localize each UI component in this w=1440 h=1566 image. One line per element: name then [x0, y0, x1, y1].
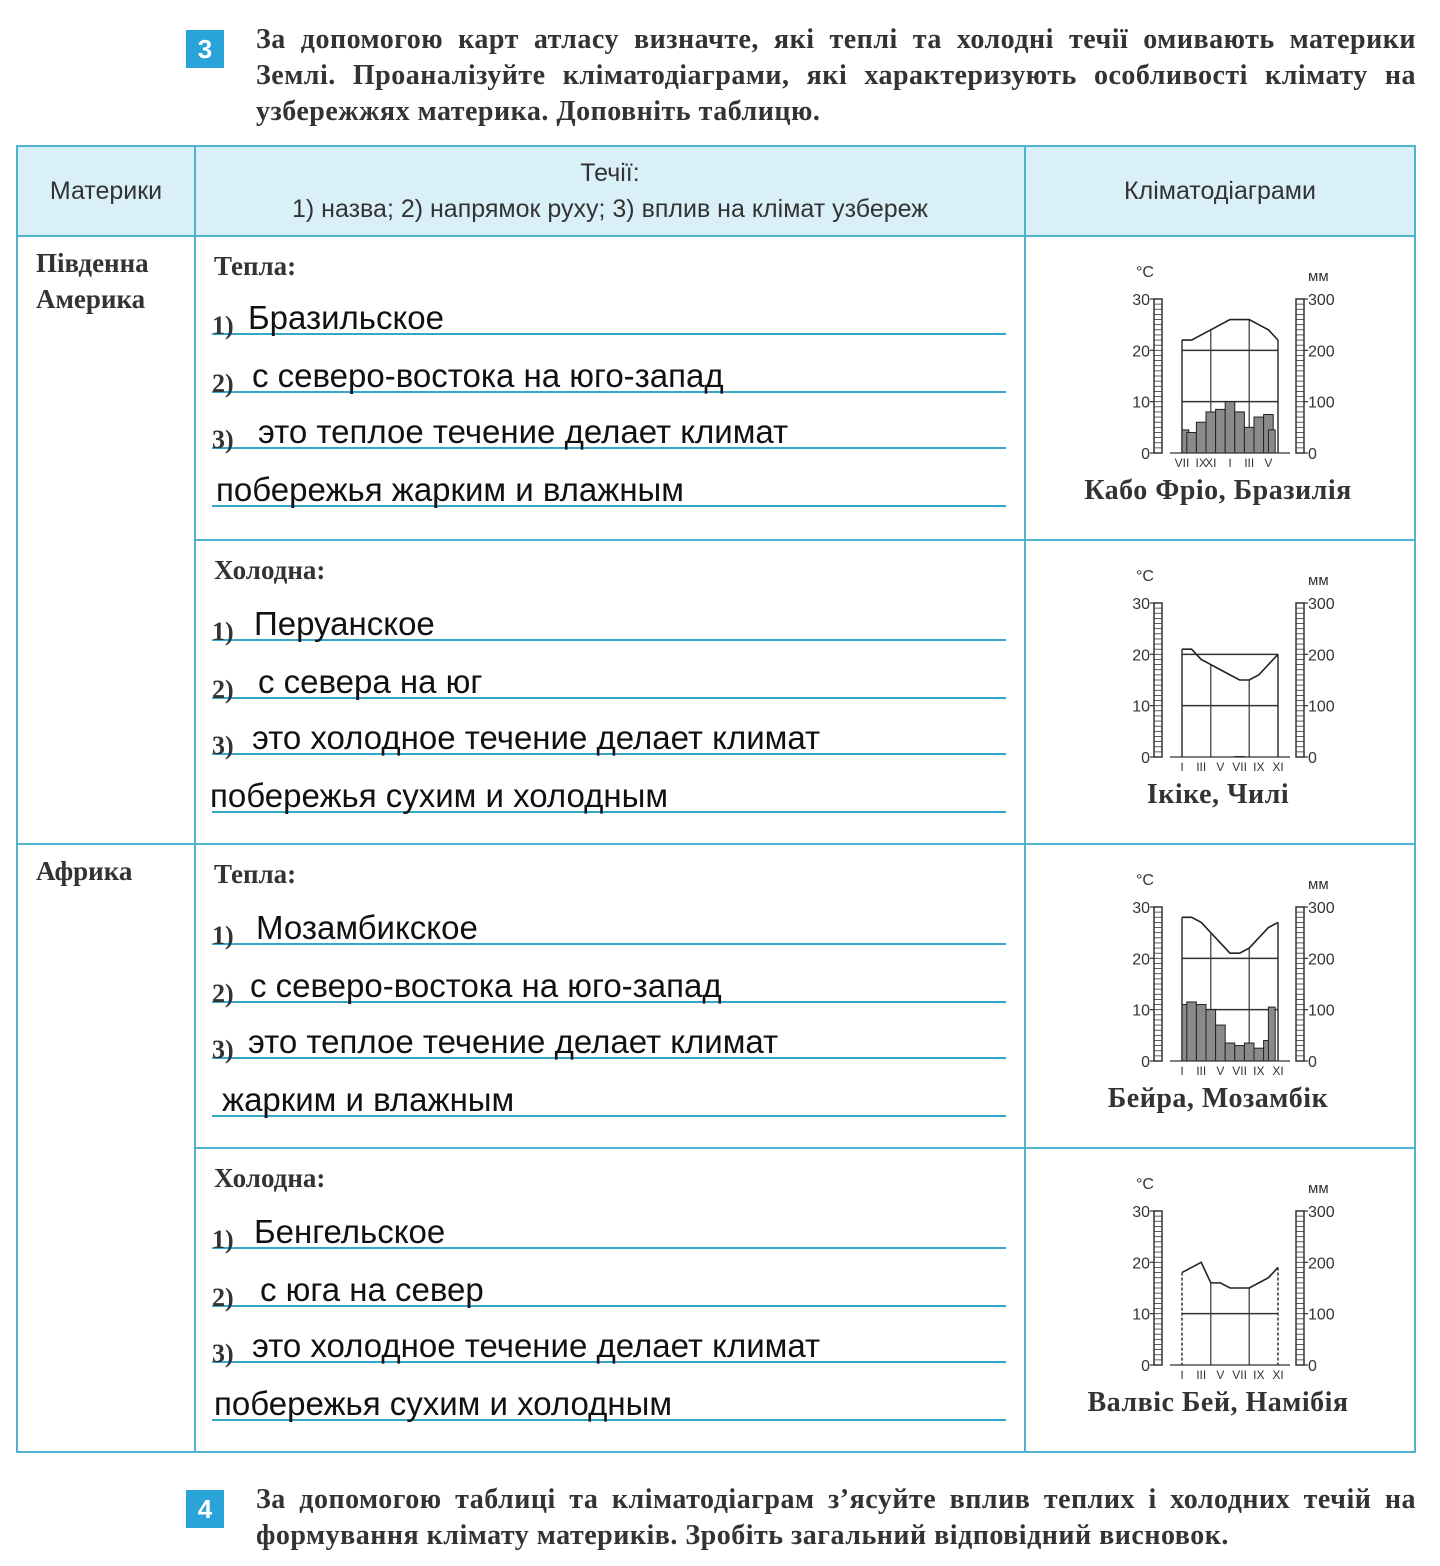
- precipitation-bar: [1225, 1043, 1235, 1061]
- month-label: I: [1180, 1368, 1184, 1382]
- precip-tick-label: 100: [1308, 698, 1335, 716]
- precip-tick-label: 100: [1308, 1002, 1335, 1020]
- answer-influence: это теплое течение делает климат: [248, 1023, 779, 1060]
- precip-unit-label: мм: [1308, 268, 1329, 285]
- answer-influence: это холодное течение делает климат: [252, 719, 821, 756]
- temp-unit-label: °C: [1136, 264, 1154, 281]
- station-name: Кабо Фріо, Бразилія: [1084, 475, 1352, 506]
- temp-tick-label: 10: [1132, 1002, 1150, 1020]
- temp-tick-label: 30: [1132, 292, 1150, 309]
- month-label: V: [1216, 1064, 1225, 1078]
- month-label: XI: [1272, 1368, 1284, 1382]
- temp-tick-label: 0: [1141, 446, 1150, 463]
- temperature-line: [1182, 917, 1278, 953]
- task-instructions: За допомогою таблиці та кліматодіаграм з’ясуйте вплив теплих і холодних течій на формування клімату материків. Зробіть загальний відповідний висновок.: [256, 1484, 1416, 1551]
- precipitation-bar: [1244, 1043, 1254, 1061]
- precip-tick-label: 200: [1308, 1255, 1335, 1273]
- answer-line-3[interactable]: 3) это холодное течение делает климат: [212, 697, 1006, 755]
- precip-tick-label: 300: [1308, 292, 1335, 309]
- answer-direction: с севера на юг: [258, 663, 483, 700]
- precip-tick-label: 300: [1308, 1204, 1335, 1221]
- temp-unit-label: °C: [1136, 872, 1154, 889]
- precipitation-bar: [1254, 417, 1264, 453]
- precip-tick-label: 0: [1308, 750, 1317, 767]
- answer-direction: с северо-востока на юго-запад: [250, 967, 722, 1004]
- precip-unit-label: мм: [1308, 876, 1329, 893]
- answer-name: Мозамбикское: [256, 909, 478, 946]
- precipitation-bar: [1196, 1005, 1206, 1061]
- month-label: III: [1244, 456, 1255, 470]
- temp-tick-label: 20: [1132, 343, 1150, 361]
- header-continents: Материки: [17, 146, 195, 236]
- month-label: V: [1216, 1368, 1225, 1382]
- warm-current-cell: [195, 236, 1025, 540]
- header-currents: [195, 146, 1025, 236]
- climate-chart-iquique: [1096, 559, 1340, 774]
- table-row: [17, 236, 1415, 540]
- temp-tick-label: 20: [1132, 1255, 1150, 1273]
- cold-current-cell: [195, 540, 1025, 844]
- month-label: XI: [1272, 1064, 1284, 1078]
- precip-tick-label: 0: [1308, 1358, 1317, 1375]
- current-type-label: Холодна:: [214, 555, 326, 585]
- table-row: [17, 844, 1415, 1148]
- precipitation-bar: [1235, 412, 1245, 453]
- table-row: [17, 1148, 1415, 1452]
- answer-line-2[interactable]: 2) с юга на север: [212, 1249, 1006, 1307]
- month-label: III: [1196, 1064, 1207, 1078]
- current-type-label: Тепла:: [214, 859, 297, 889]
- climate-chart-cabo-frio: [1096, 255, 1340, 470]
- month-label: VII: [1174, 456, 1190, 470]
- month-label: IX: [1253, 1368, 1265, 1382]
- month-label: IX: [1253, 760, 1265, 774]
- answer-line-3[interactable]: 3) это холодное течение делает климат: [212, 1305, 1006, 1363]
- precip-unit-label: мм: [1308, 1180, 1329, 1197]
- temperature-line: [1182, 320, 1278, 341]
- header-currents-title: Течії:: [580, 159, 640, 187]
- answer-line-3[interactable]: 3) это теплое течение делает климат: [212, 1001, 1006, 1059]
- temp-tick-label: 30: [1132, 900, 1150, 917]
- temp-tick-label: 10: [1132, 698, 1150, 716]
- task-number-badge: 3: [186, 30, 224, 68]
- precip-tick-label: 200: [1308, 951, 1335, 969]
- temp-tick-label: 0: [1141, 1054, 1150, 1071]
- current-type-label: Холодна:: [214, 1163, 326, 1193]
- answer-line-4[interactable]: [212, 755, 1006, 813]
- answer-line-1[interactable]: 1) Перуанское: [212, 583, 1006, 641]
- answer-influence: это теплое течение делает климат: [258, 413, 789, 450]
- currents-table: [16, 145, 1416, 1453]
- month-label: IX: [1195, 456, 1207, 470]
- month-label: XI: [1205, 456, 1217, 470]
- temp-tick-label: 10: [1132, 1306, 1150, 1324]
- temp-tick-label: 20: [1132, 951, 1150, 969]
- temp-unit-label: °C: [1136, 1176, 1154, 1193]
- header-climate-diagrams: Кліматодіаграми: [1025, 146, 1415, 236]
- cold-current-cell: [195, 1148, 1025, 1452]
- month-label: VII: [1232, 760, 1247, 774]
- temp-tick-label: 30: [1132, 596, 1150, 613]
- temp-tick-label: 0: [1141, 1358, 1150, 1375]
- precipitation-bar: [1244, 427, 1254, 453]
- task-instructions: За допомогою карт атласу визначте, які теплі та холодні течії омивають материки Землі. Проаналізуйте кліматодіаграми, які характеризують особливості клімату на узбережжях материка. Доповніть таблицю.: [256, 24, 1416, 127]
- climate-diagram-cell: [1025, 844, 1415, 1148]
- month-label: III: [1196, 1368, 1207, 1382]
- month-label: V: [1264, 456, 1273, 470]
- warm-current-cell: [195, 844, 1025, 1148]
- temperature-line: [1182, 1262, 1278, 1288]
- answer-line-2[interactable]: 2) с севера на юг: [212, 641, 1006, 699]
- temp-tick-label: 30: [1132, 1204, 1150, 1221]
- station-name: Бейра, Мозамбік: [1107, 1083, 1329, 1114]
- precip-tick-label: 200: [1308, 647, 1335, 665]
- answer-line-1[interactable]: 1) Бенгельское: [212, 1191, 1006, 1249]
- answer-line-3[interactable]: 3) это теплое течение делает климат: [212, 391, 1006, 449]
- precip-unit-label: мм: [1308, 572, 1329, 589]
- precipitation-bar: [1268, 430, 1275, 453]
- answer-name: Бенгельское: [254, 1213, 446, 1250]
- month-label: I: [1180, 1064, 1184, 1078]
- month-label: I: [1180, 760, 1184, 774]
- answer-influence-continued: побережья сухим и холодным: [210, 777, 669, 814]
- month-label: V: [1216, 760, 1225, 774]
- precip-tick-label: 0: [1308, 1054, 1317, 1071]
- precip-tick-label: 300: [1308, 596, 1335, 613]
- answer-influence-continued: побережья сухим и холодным: [214, 1385, 673, 1422]
- continent-africa: Африка: [17, 844, 195, 1452]
- precipitation-bar: [1235, 1046, 1245, 1061]
- precip-tick-label: 100: [1308, 1306, 1335, 1324]
- temp-tick-label: 0: [1141, 750, 1150, 767]
- answer-line-4[interactable]: [212, 1059, 1006, 1117]
- answer-line-2[interactable]: 2) с северо-востока на юго-запад: [212, 335, 1006, 393]
- climate-chart-beira: [1096, 863, 1340, 1078]
- answer-influence-continued: жарким и влажным: [222, 1081, 515, 1118]
- answer-line-4[interactable]: [212, 1363, 1006, 1421]
- answer-line-1[interactable]: 1) Мозамбикское: [212, 887, 1006, 945]
- precipitation-bar: [1254, 1048, 1264, 1061]
- climate-diagram-cell: [1025, 1148, 1415, 1452]
- continent-south-america: Південна Америка: [17, 236, 195, 844]
- precipitation-bar: [1206, 412, 1216, 453]
- month-label: VII: [1232, 1368, 1247, 1382]
- month-label: VII: [1232, 1064, 1247, 1078]
- answer-line-1[interactable]: 1) Бразильское: [212, 277, 1006, 335]
- answer-line-4[interactable]: [212, 449, 1006, 507]
- station-name: Ікіке, Чилі: [1146, 779, 1290, 810]
- precipitation-bar: [1187, 1002, 1197, 1061]
- precipitation-bar: [1187, 432, 1197, 453]
- month-label: III: [1196, 760, 1207, 774]
- answer-direction: с юга на север: [260, 1271, 484, 1308]
- precipitation-bar: [1206, 1010, 1216, 1061]
- table-row: [17, 540, 1415, 844]
- precip-tick-label: 100: [1308, 394, 1335, 412]
- current-type-label: Тепла:: [214, 251, 297, 281]
- month-label: XI: [1272, 760, 1284, 774]
- table-header-row: [17, 146, 1415, 236]
- precipitation-bar: [1225, 402, 1235, 453]
- task-4: [186, 1484, 1416, 1566]
- precipitation-bar: [1268, 1007, 1275, 1061]
- precip-tick-label: 300: [1308, 900, 1335, 917]
- precip-tick-label: 200: [1308, 343, 1335, 361]
- task-3: [186, 24, 1416, 140]
- climate-chart-walvis-bay: [1096, 1167, 1340, 1382]
- answer-line-2[interactable]: 2) с северо-востока на юго-запад: [212, 945, 1006, 1003]
- answer-name: Бразильское: [248, 299, 445, 336]
- temp-tick-label: 20: [1132, 647, 1150, 665]
- climate-diagram-cell: [1025, 540, 1415, 844]
- task-number-badge: 4: [186, 1490, 224, 1528]
- station-name: Валвіс Бей, Намібія: [1087, 1387, 1349, 1418]
- climate-diagram-cell: [1025, 236, 1415, 540]
- temp-unit-label: °C: [1136, 568, 1154, 585]
- precipitation-bar: [1216, 409, 1226, 453]
- answer-direction: с северо-востока на юго-запад: [252, 357, 724, 394]
- answer-name: Перуанское: [254, 605, 435, 642]
- precip-tick-label: 0: [1308, 446, 1317, 463]
- answer-influence: это холодное течение делает климат: [252, 1327, 821, 1364]
- month-label: IX: [1253, 1064, 1265, 1078]
- temp-tick-label: 10: [1132, 394, 1150, 412]
- answer-influence-continued: побережья жарким и влажным: [216, 471, 684, 508]
- month-label: I: [1228, 456, 1232, 470]
- header-currents-subtitle: 1) назва; 2) напрямок руху; 3) вплив на клімат узбереж: [291, 195, 929, 223]
- precipitation-bar: [1196, 422, 1206, 453]
- precipitation-bar: [1216, 1025, 1226, 1061]
